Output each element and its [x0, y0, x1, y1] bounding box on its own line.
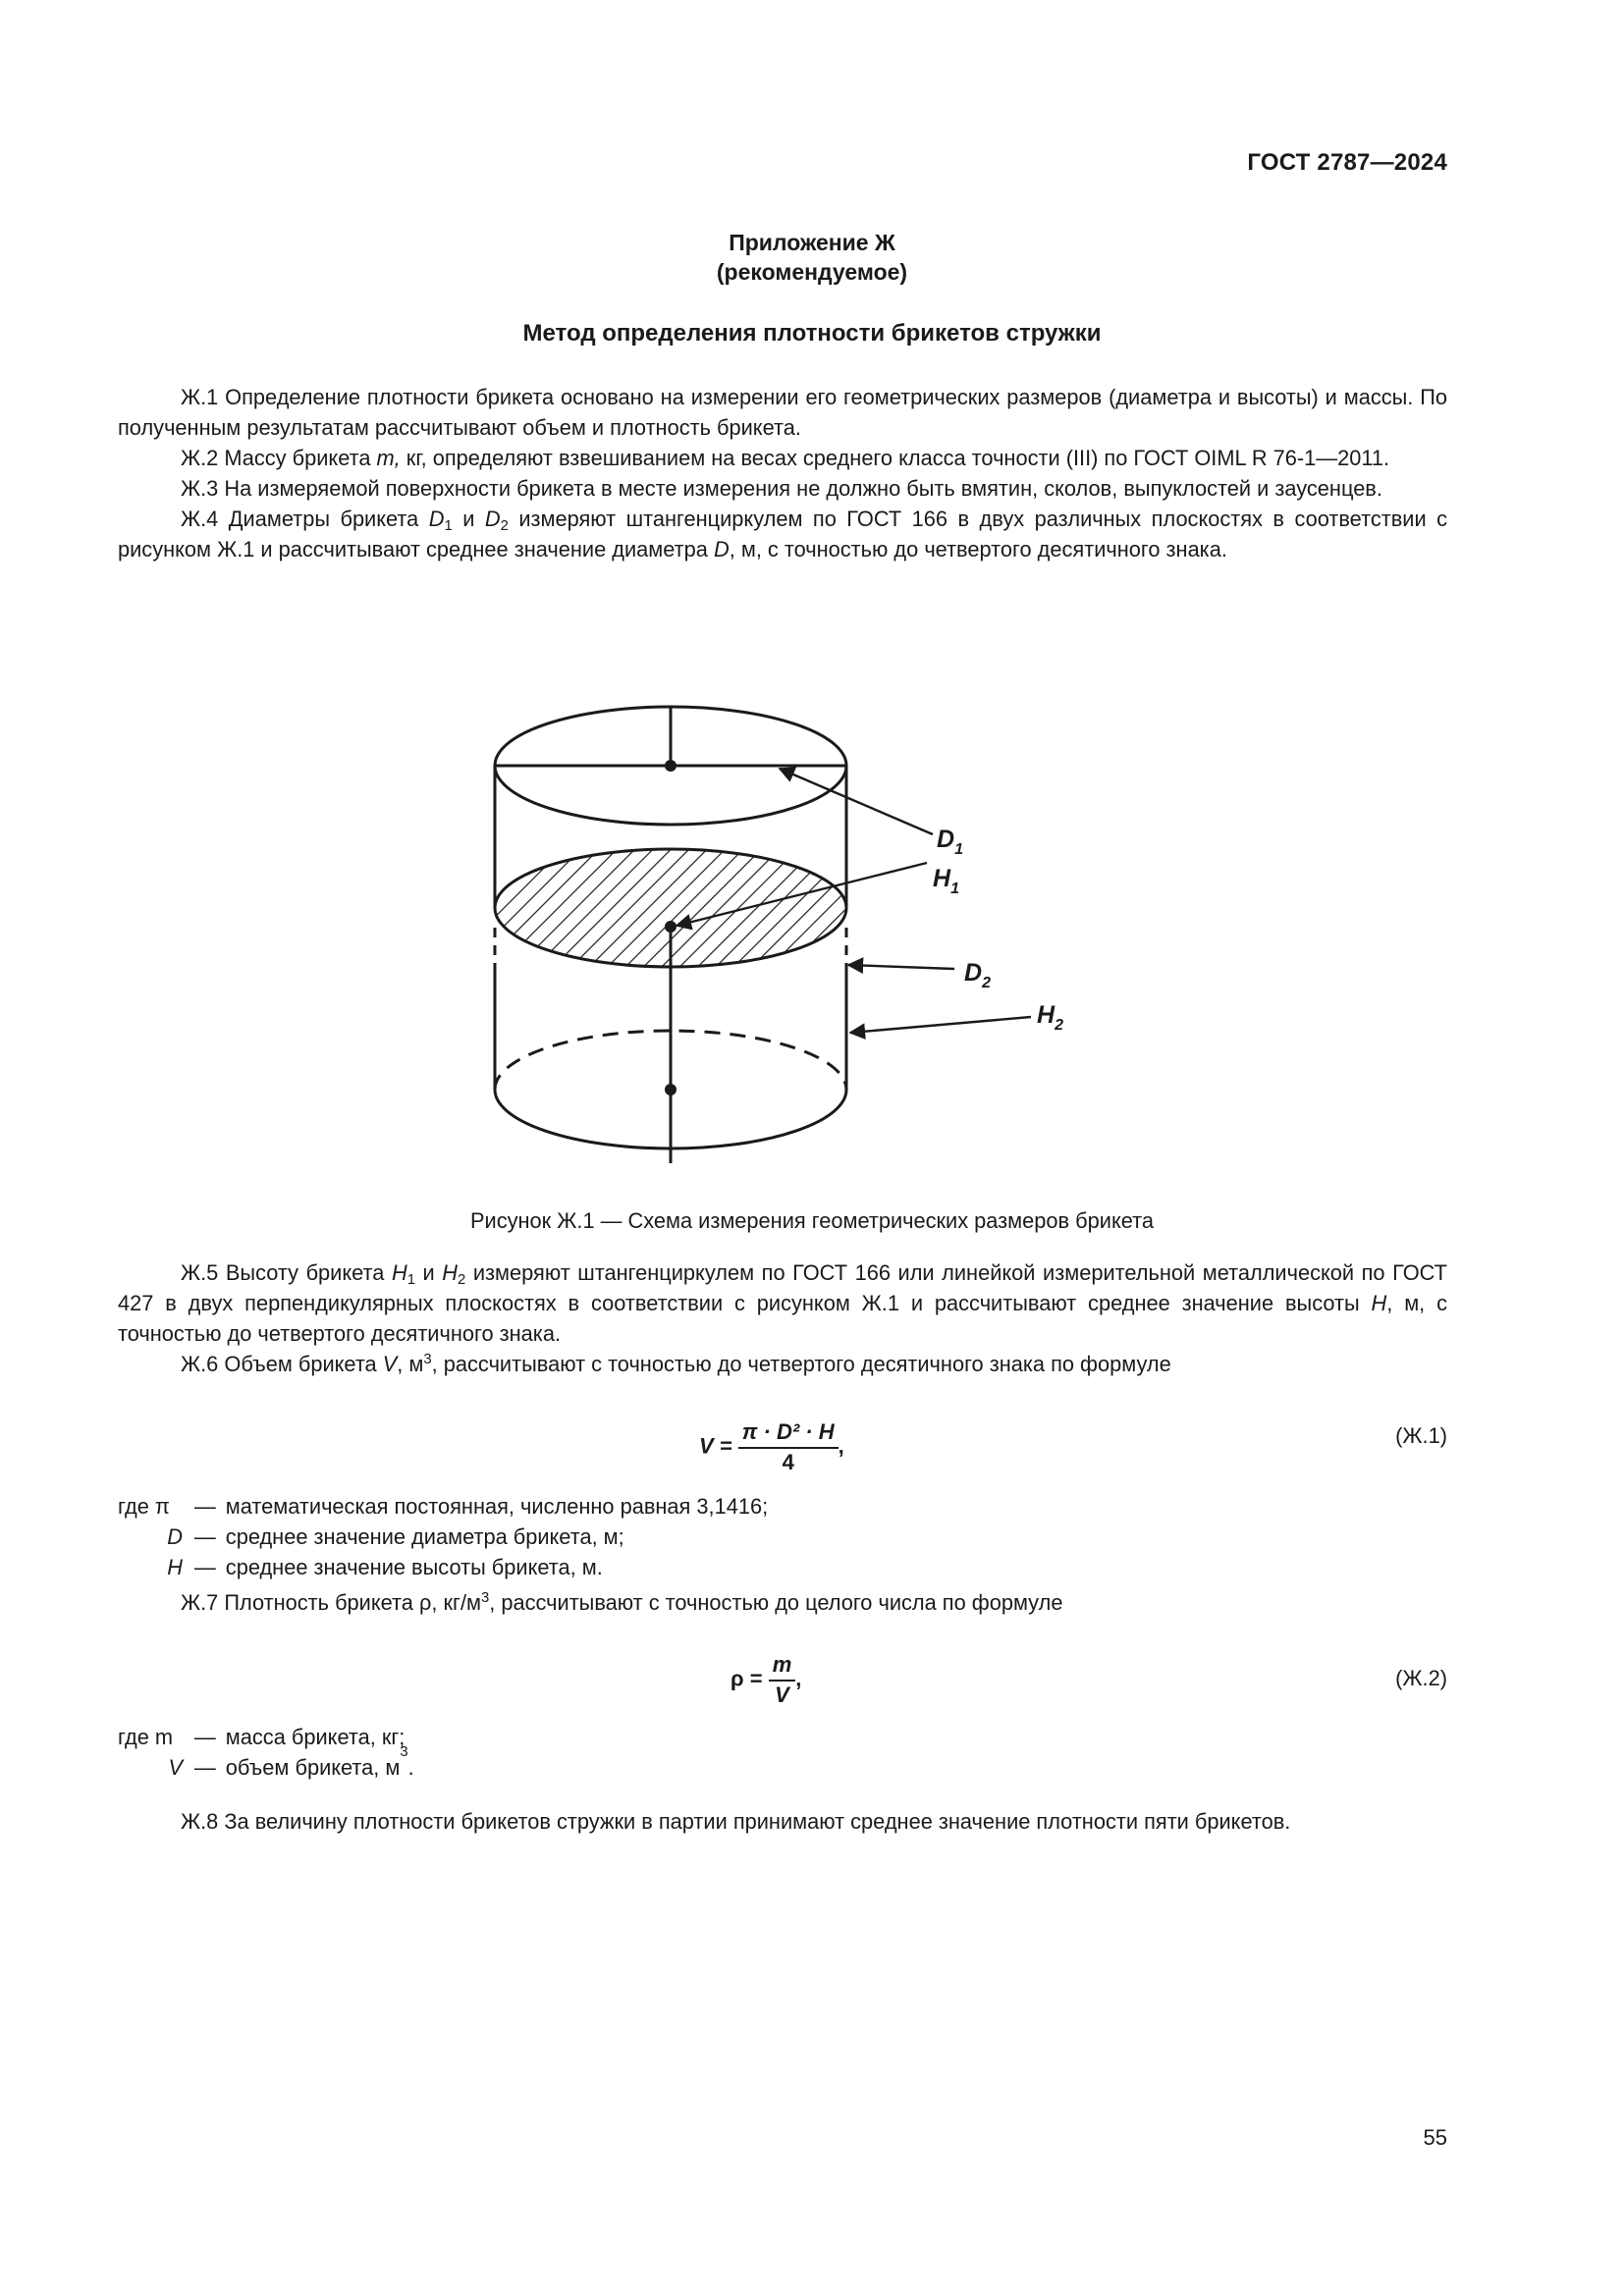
- where-row-h: H — среднее значение высоты брикета, м.: [167, 1555, 603, 1579]
- equation-number-1: (Ж.1): [1395, 1423, 1447, 1448]
- page-number: 55: [1423, 2125, 1447, 2150]
- leader-d1: [780, 769, 933, 834]
- point-bottom: [665, 1084, 677, 1095]
- formula-1-denominator: 4: [782, 1450, 794, 1474]
- where-row-d: D — среднее значение диаметра брикета, м;: [167, 1524, 624, 1549]
- formula-2-numerator: m: [769, 1652, 796, 1682]
- paragraph-zh8-block: [118, 1806, 1447, 1837]
- where-row-m: где m — масса брикета, кг;: [118, 1725, 406, 1749]
- formula-volume: [699, 1419, 844, 1475]
- document-id: ГОСТ 2787—2024: [1247, 149, 1447, 176]
- paragraphs-middle: [118, 1257, 1447, 1379]
- label-h1: $H_1$: [933, 865, 959, 897]
- equation-number-2: (Ж.2): [1395, 1666, 1447, 1690]
- formula-1-comma: ,: [838, 1433, 844, 1459]
- where-row-v: V — объем брикета, м 3 .: [168, 1744, 414, 1780]
- leader-h2: [850, 1017, 1031, 1033]
- appendix-title: Приложение Ж: [729, 230, 895, 255]
- paragraph-zh4: Ж.4 Диаметры брикета $D_1$ и $D_2$ измеряют штангенциркулем по ГОСТ 166 в двух различных плоскостях в соответствии с рисунком Ж.1 и рассчитывают среднее значение диаметра D, м, с точностью до четвертого десятичного знака.: [118, 507, 1448, 561]
- paragraph-zh5: Ж.5 Высоту брикета $H_1$ и $H_2$ измеряют штангенциркулем по ГОСТ 166 или линейкой измерительной металлической по ГОСТ 427 в двух перпендикулярных плоскостях в соответствии с рисунком Ж.1 и рассчитывают среднее значение высоты H, м, с точностью до четвертого десятичного знака.: [118, 1260, 1447, 1346]
- formula-2-fraction: [769, 1652, 796, 1708]
- label-h2: $H_2$: [1037, 1001, 1063, 1034]
- where-row-pi: где π — математическая постоянная, численно равная 3,1416;: [118, 1494, 769, 1519]
- point-h1: [665, 921, 677, 933]
- formula-density: [731, 1652, 801, 1708]
- paragraph-zh3: Ж.3 На измеряемой поверхности брикета в месте измерения не должно быть вмятин, сколов, выпуклостей и заусенцев.: [181, 476, 1382, 501]
- paragraph-zh8: Ж.8 За величину плотности брикетов стружки в партии принимают среднее значение плотности пяти брикетов.: [181, 1809, 1291, 1834]
- formula-2-denominator: V: [775, 1682, 789, 1707]
- paragraph-zh1: Ж.1 Определение плотности брикета основано на измерении его геометрических размеров (диаметра и высоты) и массы. По полученным результатам рассчитывают объем и плотность брикета.: [118, 385, 1447, 440]
- formula-2-comma: ,: [795, 1666, 802, 1691]
- appendix-status: (рекомендуемое): [716, 259, 908, 285]
- paragraphs-top: [118, 382, 1447, 564]
- section-title: Метод определения плотности брикетов стружки: [522, 320, 1102, 347]
- appendix-heading: [0, 228, 1624, 287]
- paragraph-zh6: Ж.6 Объем брикета V, $м^3$, рассчитывают с точностью до четвертого десятичного знака по формуле: [181, 1351, 1171, 1376]
- point-d1: [665, 760, 677, 772]
- paragraph-zh7-block: [118, 1587, 1447, 1618]
- formula-1-fraction: [738, 1419, 839, 1475]
- leader-d2: [848, 965, 954, 969]
- where-list-1: [118, 1491, 768, 1582]
- where-list-2: [118, 1722, 414, 1783]
- briquette-diagram: [471, 687, 1080, 1178]
- formula-1-numerator: π · D² · H: [738, 1419, 839, 1449]
- figure-caption: Рисунок Ж.1 — Схема измерения геометрических размеров брикета: [470, 1208, 1154, 1233]
- label-d1: $D_1$: [937, 826, 963, 858]
- formula-2-lhs: ρ =: [731, 1666, 763, 1691]
- paragraph-zh7: Ж.7 Плотность брикета ρ, $кг/м^3$, рассчитывают с точностью до целого числа по формуле: [181, 1589, 1063, 1615]
- paragraph-zh2: Ж.2 Массу брикета m, кг, определяют взвешиванием на весах среднего класса точности (III) по ГОСТ OIML R 76-1—2011.: [181, 446, 1390, 470]
- formula-1-lhs: V =: [699, 1433, 732, 1459]
- label-d2: $D_2$: [964, 959, 991, 991]
